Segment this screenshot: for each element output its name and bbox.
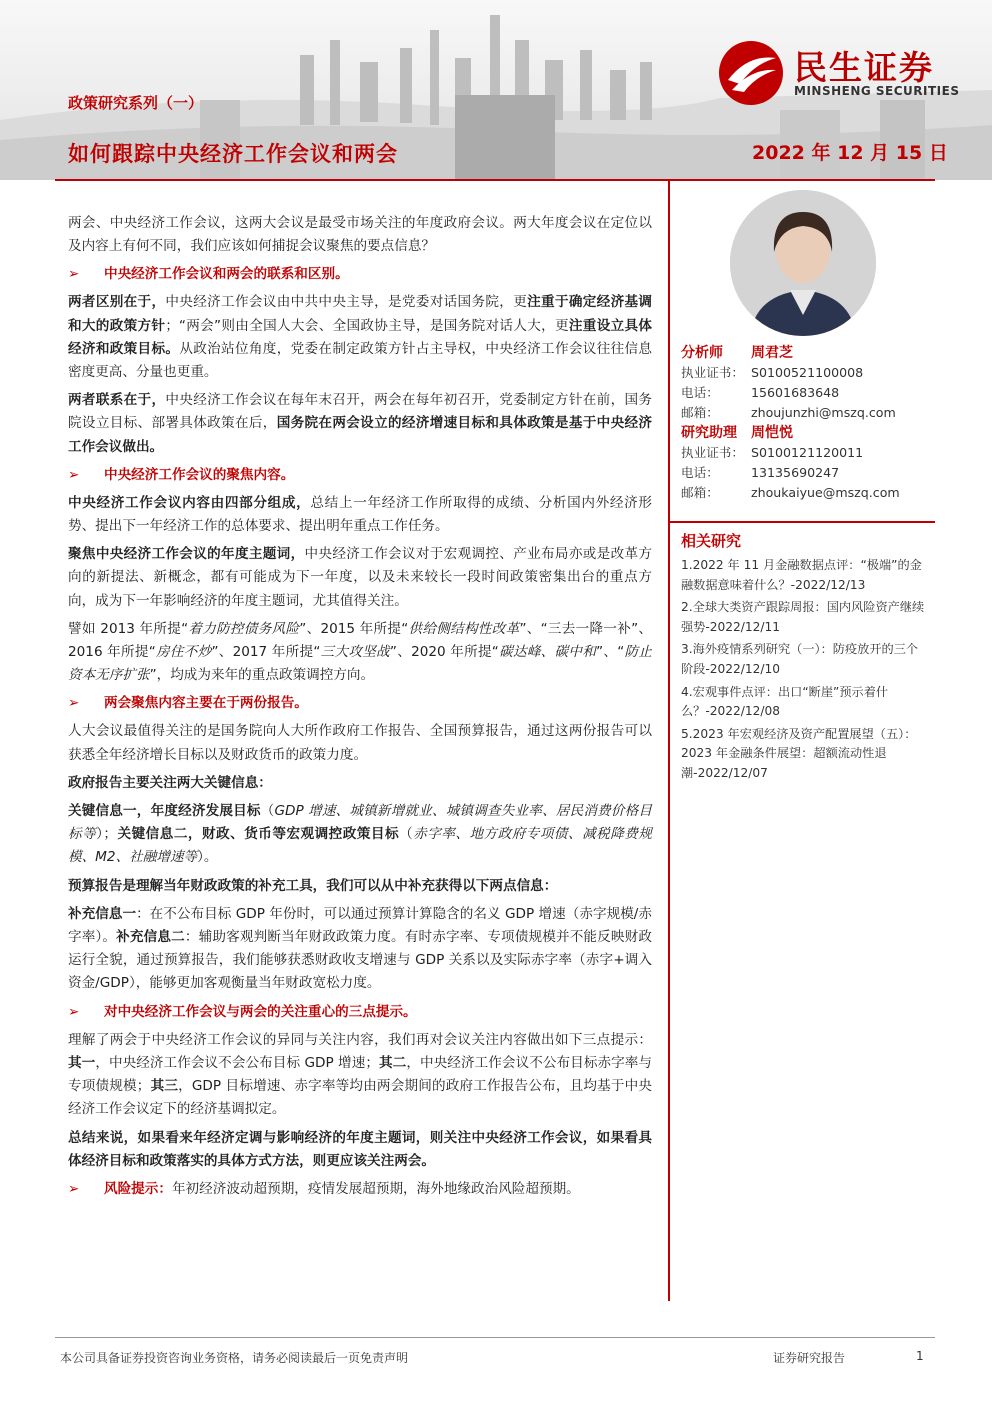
related-research-title: 相关研究 bbox=[681, 532, 742, 550]
related-research bbox=[681, 530, 929, 787]
main-column bbox=[68, 212, 652, 1206]
related-research-item[interactable]: 5.2023 年宏观经济及资产配置展望（五）：2023 年金融条件展望：超额流动性退潮-2022/12/07 bbox=[681, 726, 917, 780]
footer-divider bbox=[55, 1337, 935, 1338]
related-research-item[interactable]: 4.宏观事件点评：出口“断崖”预示着什么？-2022/12/08 bbox=[681, 684, 889, 719]
analyst-field-value[interactable]: 15601683648 bbox=[751, 385, 840, 400]
analyst-name-row bbox=[681, 343, 931, 363]
paragraph-supplement-info: 补充信息一：在不公布目标 GDP 年份时，可以通过预算计算隐含的名义 GDP 增速（赤字规模/赤字率）。补充信息二：辅助客观判断当年财政政策力度。有时赤字率、专项债规模并不能反映财政运行全貌，通过预算报告，我们能够获悉财政收支增速与 GDP 关系以及实际赤字率（赤字+调入资金/GDP），能够更加客观衡量当年财政宽松力度。 bbox=[68, 905, 652, 992]
paragraph-keywords: 聚焦中央经济工作会议的年度主题词，中央经济工作会议对于宏观调控、产业布局亦或是改革方向的新提法、新概念，都有可能成为下一年度，以及未来较长一段时间政策密集出台的重点方向，成为下一年影响经济的年度主题词，尤其值得关注。 bbox=[68, 546, 653, 609]
chevron-right-icon: ➢ bbox=[68, 695, 80, 712]
analyst-field-value[interactable]: S0100521100008 bbox=[751, 365, 864, 380]
sidebar-divider bbox=[670, 521, 935, 523]
analyst-field-label: 邮箱： bbox=[681, 405, 719, 420]
analyst-detail-row bbox=[681, 383, 931, 403]
chevron-right-icon: ➢ bbox=[68, 266, 80, 283]
analyst-field-value: 周君芝 bbox=[751, 345, 793, 361]
analyst-avatar bbox=[730, 190, 876, 336]
related-research-item[interactable]: 2.全球大类资产跟踪周报：国内风险资产继续强势-2022/12/11 bbox=[681, 600, 925, 634]
related-research-list bbox=[681, 556, 929, 784]
analyst-field-label: 邮箱： bbox=[681, 485, 719, 500]
analyst-field-label: 电话： bbox=[681, 465, 719, 480]
analyst-name-row bbox=[681, 423, 931, 443]
section-heading-2: ➢ 中央经济工作会议的聚焦内容。 bbox=[68, 464, 652, 487]
analyst-field-value: 周恺悦 bbox=[751, 425, 793, 441]
analyst-field-value[interactable]: S0100121120011 bbox=[751, 445, 864, 460]
section-heading-3: ➢ 两会聚焦内容主要在于两份报告。 bbox=[68, 692, 652, 715]
analyst-detail-row bbox=[681, 443, 931, 463]
header-banner bbox=[0, 0, 992, 180]
paragraph-two-reports: 人大会议最值得关注的是国务院向人大所作政府工作报告、全国预算报告，通过这两份报告可以获悉全年经济增长目标以及财政货币的政策力度。 bbox=[68, 723, 652, 763]
paragraph-gov-report-heading: 政府报告主要关注两大关键信息： bbox=[68, 774, 272, 791]
logo-chinese-name: 民生证券 bbox=[794, 48, 934, 87]
analyst-field-label: 研究助理 bbox=[681, 425, 737, 441]
header-divider bbox=[55, 179, 935, 181]
footer-report-type: 证券研究报告 bbox=[773, 1351, 846, 1365]
section-heading-1: ➢ 中央经济工作会议和两会的联系和区别。 bbox=[68, 263, 652, 286]
chevron-right-icon: ➢ bbox=[68, 466, 80, 483]
analyst-detail-row bbox=[681, 363, 931, 383]
paragraph-summary: 总结来说，如果看来年经济定调与影响经济的年度主题词，则关注中央经济工作会议，如果看具体经济目标和政策落实的具体方式方法，则更应该关注两会。 bbox=[68, 1129, 652, 1169]
minsheng-logo bbox=[718, 40, 968, 106]
analyst-field-value[interactable]: 13135690247 bbox=[751, 465, 840, 480]
related-research-item[interactable]: 1.2022 年 11 月金融数据点评：“极端”的金融数据意味着什么？-2022/12/13 bbox=[681, 558, 922, 592]
analyst-field-value[interactable]: zhoukaiyue@mszq.com bbox=[751, 485, 900, 500]
paragraph-key-info: 关键信息一，年度经济发展目标（GDP 增速、城镇新增就业、城镇调查失业率、居民消费价格目标等）；关键信息二，财政、货币等宏观调控政策目标（赤字率、地方政府专项债、减税降费规模、M2、社融增速等）。 bbox=[68, 803, 652, 866]
minsheng-logo-icon bbox=[718, 40, 784, 106]
paragraph-examples: 譬如 2013 年所提“着力防控债务风险”、2015 年所提“供给侧结构性改革”、“三去一降一补”、2016 年所提“房住不炒”、2017 年所提“三大攻坚战”、2020 年所提“碳达峰、碳中和”、“防止资本无序扩张”，均成为来年的重点政策调控方向。 bbox=[68, 620, 653, 684]
paragraph-budget-heading: 预算报告是理解当年财政政策的补充工具，我们可以从中补充获得以下两点信息： bbox=[68, 877, 558, 894]
paragraph-connection: 两者联系在于，中央经济工作会议在每年末召开，两会在每年初召开，党委制定方针在前，国务院设立目标、部署具体政策在后，国务院在两会设立的经济增速目标和具体政策是基于中央经济工作会议做出。 bbox=[68, 392, 653, 455]
analyst-photo-image bbox=[730, 190, 876, 336]
paragraph-difference: 两者区别在于，中央经济工作会议由中共中央主导，是党委对话国务院，更注重于确定经济基调和大的政策方针；“两会”则由全国人大会、全国政协主导，是国务院对话人大，更注重设立具体经济和政策目标。从政治站位角度，党委在制定政策方针占主导权，中央经济工作会议往往信息密度更高、分量也更重。 bbox=[68, 294, 653, 381]
intro-paragraph: 两会、中央经济工作会议，这两大会议是最受市场关注的年度政府会议。两大年度会议在定位以及内容上有何不同，我们应该如何捕捉会议聚焦的要点信息？ bbox=[68, 215, 652, 255]
page-number: 1 bbox=[916, 1349, 924, 1363]
logo-english-name: MINSHENG SECURITIES bbox=[794, 84, 960, 98]
analyst-detail-row bbox=[681, 483, 931, 503]
footer-disclaimer: 本公司具备证券投资咨询业务资格，请务必阅读最后一页免责声明 bbox=[60, 1351, 409, 1365]
analyst-detail-row bbox=[681, 403, 931, 423]
related-research-item[interactable]: 3.海外疫情系列研究（一）：防疫放开的三个阶段-2022/12/10 bbox=[681, 642, 919, 676]
risk-warning: ➢ 风险提示：年初经济波动超预期，疫情发展超预期，海外地缘政治风险超预期。 bbox=[68, 1178, 652, 1201]
chevron-right-icon: ➢ bbox=[68, 1003, 80, 1020]
report-date: 2022 年 12 月 15 日 bbox=[752, 142, 948, 164]
analyst-field-label: 分析师 bbox=[681, 345, 723, 361]
report-title: 如何跟踪中央经济工作会议和两会 bbox=[68, 142, 398, 166]
analyst-field-label: 电话： bbox=[681, 385, 719, 400]
analyst-info bbox=[681, 343, 931, 503]
paragraph-four-parts: 中央经济工作会议内容由四部分组成，总结上一年经济工作所取得的成绩、分析国内外经济形势、提出下一年经济工作的总体要求、提出明年重点工作任务。 bbox=[68, 494, 652, 535]
analyst-field-label: 执业证书： bbox=[681, 365, 744, 380]
section-heading-4: ➢ 对中央经济工作会议与两会的关注重心的三点提示。 bbox=[68, 1001, 652, 1024]
analyst-field-label: 执业证书： bbox=[681, 445, 744, 460]
series-label: 政策研究系列（一） bbox=[68, 94, 204, 112]
analyst-detail-row bbox=[681, 463, 931, 483]
analyst-field-value[interactable]: zhoujunzhi@mszq.com bbox=[751, 405, 896, 420]
chevron-right-icon: ➢ bbox=[68, 1180, 80, 1197]
paragraph-three-points: 理解了两会于中央经济工作会议的异同与关注内容，我们再对会议关注内容做出如下三点提示：其一，中央经济工作会议不会公布目标 GDP 增速；其二，中央经济工作会议不公布目标赤字率与专项债规模；其三，GDP 目标增速、赤字率等均由两会期间的政府工作报告公布，且均基于中央经济工作会议定下的经济基调拟定。 bbox=[68, 1031, 653, 1118]
column-divider bbox=[668, 181, 670, 1301]
